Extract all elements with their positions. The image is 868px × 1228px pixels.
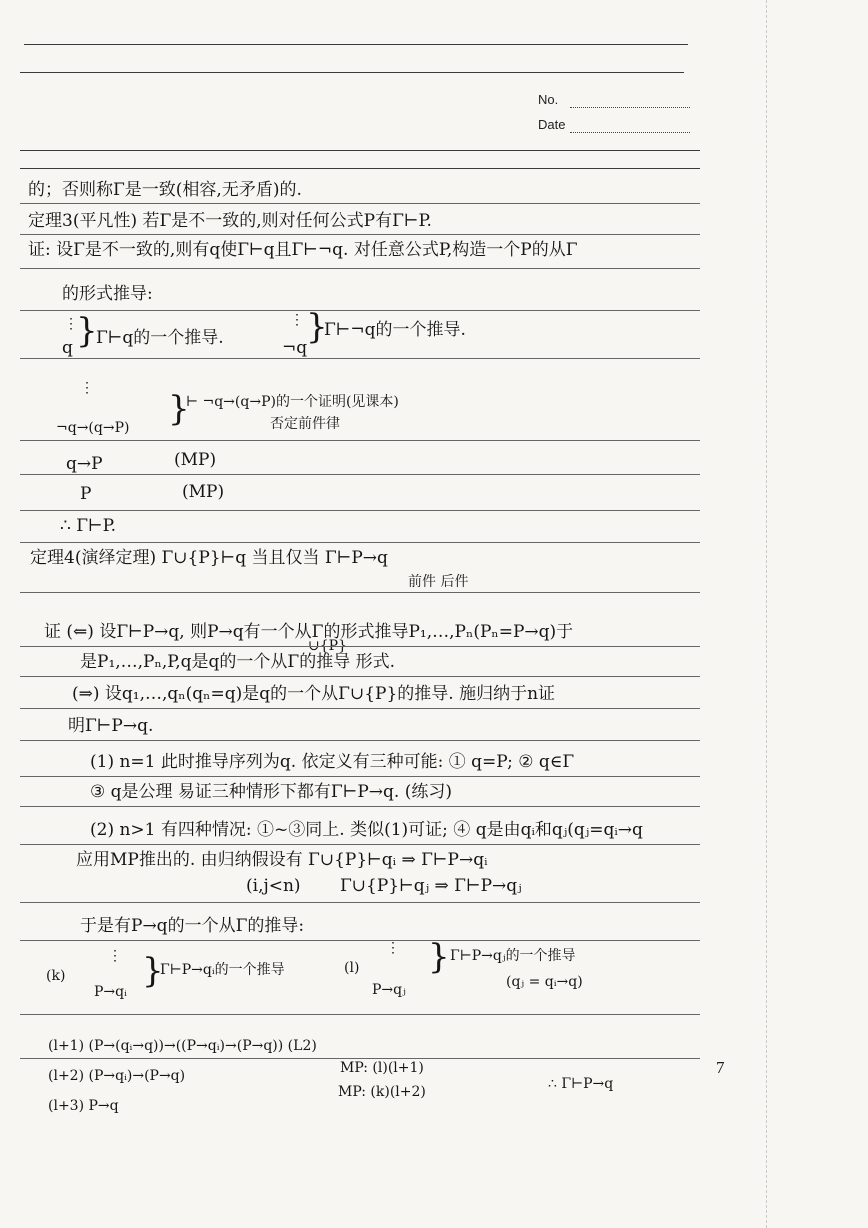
- text-line: 证 (⇐) 设Γ⊢P→q, 则P→q有一个从Γ的形式推导P₁,…,Pₙ(Pₙ=P→q)于: [44, 622, 574, 642]
- brace: }: [168, 389, 190, 429]
- ruled-line: [20, 310, 700, 311]
- text-line: Γ∪{P}⊢qⱼ ⇒ Γ⊢P→qⱼ: [340, 876, 522, 896]
- ruled-line: [20, 676, 700, 677]
- ruled-line: [20, 806, 700, 807]
- vdots: ⋮: [80, 380, 94, 396]
- date-line: [570, 132, 690, 133]
- brace: }: [306, 307, 328, 347]
- brace: }: [76, 311, 98, 351]
- text-line: 应用MP推出的. 由归纳假设有 Γ∪{P}⊢qᵢ ⇒ Γ⊢P→qᵢ: [76, 850, 488, 870]
- text-line: ⊢ ¬q→(q→P)的一个证明(见课本): [186, 394, 399, 410]
- text-line: ③ q是公理 易证三种情形下都有Γ⊢P→q. (练习): [90, 782, 452, 802]
- rule-tag: (MP): [174, 450, 217, 470]
- conclusion: ∴ Γ⊢P→q: [548, 1076, 614, 1092]
- no-label: No.: [538, 92, 559, 107]
- annotation: (qⱼ = qᵢ→q): [506, 974, 583, 990]
- text-line: 是P₁,…,Pₙ,P,q是q的一个从Γ的推导 形式.: [80, 652, 396, 672]
- annotation: ∪{P}: [308, 638, 347, 654]
- text-line: Γ⊢q的一个推导.: [96, 328, 224, 348]
- top-rule-2: [20, 72, 684, 73]
- formula: ¬q: [282, 338, 308, 358]
- text-line: Γ⊢P→qᵢ的一个推导: [160, 962, 285, 978]
- ruled-line: [20, 592, 700, 593]
- formula: q: [62, 338, 73, 358]
- ruled-line: [20, 708, 700, 709]
- text-line: Γ⊢¬q的一个推导.: [324, 320, 466, 340]
- rule-tag: MP: (l)(l+1): [340, 1060, 424, 1076]
- text-line: 的形式推导:: [62, 284, 153, 304]
- vdots: ⋮: [64, 316, 78, 332]
- ruled-line: [20, 168, 700, 169]
- ruled-line: [20, 474, 700, 475]
- text-line: 定理4(演绎定理) Γ∪{P}⊢q 当且仅当 Γ⊢P→q: [30, 548, 388, 568]
- text-line: (l+2) (P→qᵢ)→(P→q): [48, 1068, 186, 1084]
- text-line: 于是有P→q的一个从Γ的推导:: [80, 916, 305, 936]
- annotation: 否定前件律: [270, 416, 340, 432]
- text-line: (⇒) 设q₁,…,qₙ(qₙ=q)是q的一个从Γ∪{P}的推导. 施归纳于n证: [72, 684, 556, 704]
- conclusion: ∴ Γ⊢P.: [60, 516, 117, 536]
- vdots: ⋮: [386, 940, 400, 956]
- ruled-line: [20, 776, 700, 777]
- text-line: 定理3(平凡性) 若Γ是不一致的,则对任何公式P有Γ⊢P.: [28, 211, 432, 231]
- formula: P: [80, 484, 92, 504]
- page-number: 7: [716, 1058, 725, 1077]
- formula: q→P: [66, 454, 103, 474]
- ruled-line: [20, 268, 700, 269]
- ruled-line: [20, 1014, 700, 1015]
- brace: }: [428, 937, 450, 977]
- text-line: (l+3) P→q: [48, 1098, 119, 1114]
- brace: }: [142, 951, 164, 991]
- step-label: (l): [344, 960, 360, 976]
- text-line: 明Γ⊢P→q.: [68, 716, 154, 736]
- ruled-line: [20, 542, 700, 543]
- text-line: Γ⊢P→qⱼ的一个推导: [450, 948, 576, 964]
- annotation: (i,j<n): [246, 876, 301, 896]
- vdots: ⋮: [290, 312, 304, 328]
- ruled-line: [20, 940, 700, 941]
- step-label: (k): [46, 968, 66, 984]
- ruled-line: [20, 203, 700, 204]
- ruled-line: [20, 510, 700, 511]
- ruled-line: [20, 646, 700, 647]
- date-label: Date: [538, 117, 566, 132]
- formula: P→qⱼ: [372, 982, 406, 998]
- no-line: [570, 107, 690, 108]
- text-line: 的；否则称Γ是一致(相容,无矛盾)的.: [28, 180, 302, 200]
- text-line: 证: 设Γ是不一致的,则有q使Γ⊢q且Γ⊢¬q. 对任意公式P,构造一个P的从Γ: [28, 240, 578, 260]
- text-line: (2) n>1 有四种情况: ①~③同上. 类似(1)可证; ④ q是由qᵢ和qⱼ(qⱼ=qᵢ→q: [90, 820, 643, 840]
- rule-tag: MP: (k)(l+2): [338, 1084, 426, 1100]
- margin-line: [766, 0, 767, 1228]
- ruled-line: [20, 844, 700, 845]
- ruled-line: [20, 358, 700, 359]
- vdots: ⋮: [108, 948, 122, 964]
- text-line: (l+1) (P→(qᵢ→q))→((P→qᵢ)→(P→q)) (L2): [48, 1038, 317, 1054]
- ruled-line: [20, 440, 700, 441]
- text-line: (1) n=1 此时推导序列为q. 依定义有三种可能: ① q=P; ② q∈Γ: [90, 752, 575, 772]
- rule-tag: (MP): [182, 482, 225, 502]
- formula: ¬q→(q→P): [56, 420, 130, 436]
- annotation: 前件 后件: [408, 574, 469, 590]
- ruled-line: [20, 740, 700, 741]
- ruled-line: [20, 234, 700, 235]
- formula: P→qᵢ: [94, 984, 127, 1000]
- ruled-line: [20, 150, 700, 151]
- top-rule: [24, 44, 688, 45]
- ruled-line: [20, 902, 700, 903]
